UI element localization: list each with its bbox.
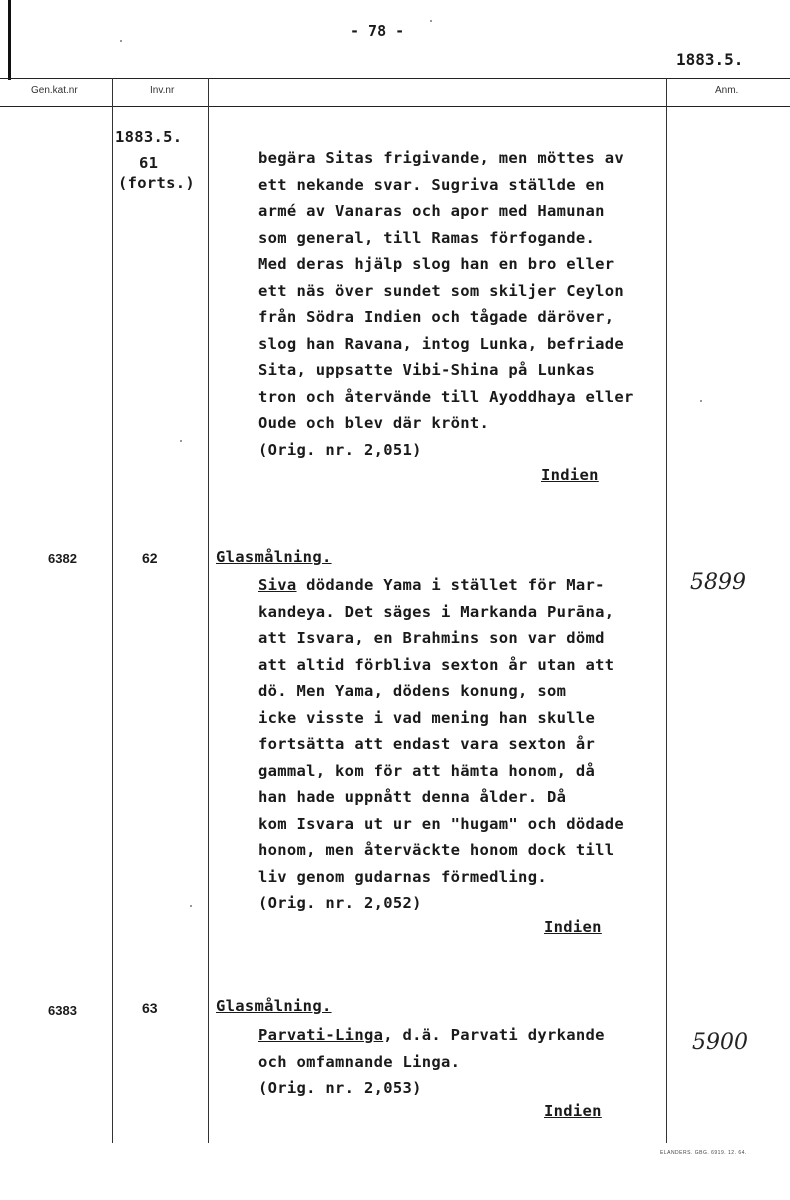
entry1-line: armé av Vanaras och apor med Hamunan — [258, 202, 605, 220]
column-divider-gen-inv — [112, 78, 113, 1143]
entry2-subject: Siva — [258, 576, 297, 594]
entry1-line: slog han Ravana, intog Lunka, befriade — [258, 334, 625, 353]
entry2-orig-number: (Orig. nr. 2,052) — [258, 894, 422, 912]
entry1-line: Oude och blev där krönt. — [258, 414, 490, 432]
entry3-first-line — [258, 1022, 605, 1049]
entry3-inv-number: 63 — [142, 1000, 158, 1016]
entry2-origin: Indien — [544, 918, 602, 936]
entry2-line: liv genom gudarnas förmedling. — [258, 867, 547, 886]
entry2-description — [258, 572, 624, 917]
entry2-gen-number: 6382 — [48, 551, 77, 566]
column-header-anm: Anm. — [715, 85, 739, 96]
scan-speck — [430, 20, 432, 22]
scan-speck — [700, 400, 702, 402]
entry1-orig-number: (Orig. nr. 2,051) — [258, 440, 422, 459]
column-header-gen: Gen.kat.nr — [31, 85, 78, 96]
entry1-description — [258, 145, 634, 463]
entry3-annotation-handwritten: 5900 — [692, 1030, 748, 1055]
entry2-line: honom, men återväckte honom dock till — [258, 841, 615, 859]
entry2-inv-number: 62 — [142, 550, 158, 566]
header-date: 1883.5. — [676, 50, 744, 69]
entry1-origin: Indien — [541, 466, 599, 484]
entry2-line: icke visste i vad mening han skulle — [258, 708, 596, 727]
entry2-line: att Isvara, en Brahmins son var dömd — [258, 629, 605, 647]
entry1-inv-date: 1883.5. — [115, 128, 183, 146]
column-divider-inv-text — [208, 78, 209, 1143]
entry1-line: begära Sitas frigivande, men möttes av — [258, 149, 625, 167]
entry2-annotation-handwritten: 5899 — [690, 570, 746, 595]
entry1-line: Med deras hjälp slog han en bro eller — [258, 255, 615, 273]
entry1-line: som general, till Ramas förfogande. — [258, 228, 596, 247]
entry2-line: att altid förbliva sexton år utan att — [258, 655, 615, 674]
scan-speck — [180, 440, 182, 442]
entry2-title: Glasmålning. — [216, 548, 332, 566]
entry1-line: från Södra Indien och tågade däröver, — [258, 308, 615, 326]
entry2-line: han hade uppnått denna ålder. Då — [258, 788, 567, 806]
column-header-inv: Inv.nr — [150, 85, 175, 96]
entry3-description — [258, 1022, 605, 1102]
entry3-subject: Parvati-Linga — [258, 1026, 384, 1044]
entry3-first-line-rest: , d.ä. Parvati dyrkande — [383, 1026, 605, 1044]
scan-speck — [120, 40, 122, 42]
entry3-gen-number: 6383 — [48, 1003, 77, 1018]
entry1-inv-number: 61 — [139, 154, 159, 172]
page-number: - 78 - — [350, 22, 405, 40]
entry3-line: och omfamnande Linga. — [258, 1052, 461, 1071]
entry1-line: tron och återvände till Ayoddhaya eller — [258, 387, 634, 406]
entry2-line: fortsätta att endast vara sexton år — [258, 735, 596, 753]
entry2-line: kandeya. Det säges i Markanda Purāna, — [258, 602, 615, 621]
entry3-title: Glasmålning. — [216, 997, 332, 1015]
entry1-line: Sita, uppsatte Vibi-Shina på Lunkas — [258, 361, 596, 379]
scan-speck — [190, 905, 192, 907]
header-top-rule — [0, 78, 790, 79]
entry2-line: gammal, kom för att hämta honom, då — [258, 761, 596, 780]
entry2-line: dö. Men Yama, dödens konung, som — [258, 682, 567, 700]
left-margin-rule — [8, 0, 11, 80]
entry3-origin: Indien — [544, 1102, 602, 1120]
entry2-first-line — [258, 572, 624, 599]
entry1-line: ett nekande svar. Sugriva ställde en — [258, 175, 605, 194]
entry1-line: ett näs över sundet som skiljer Ceylon — [258, 281, 625, 300]
printer-imprint: ELANDERS. GBG. 6919. 12. 64. — [660, 1150, 747, 1156]
entry2-line: kom Isvara ut ur en "hugam" och dödade — [258, 814, 625, 833]
column-divider-text-anm — [666, 78, 667, 1143]
entry1-inv-continued: (forts.) — [118, 174, 196, 192]
entry3-orig-number: (Orig. nr. 2,053) — [258, 1079, 422, 1097]
entry2-first-line-rest: dödande Yama i stället för Mar- — [296, 576, 605, 594]
header-bottom-rule — [0, 106, 790, 107]
